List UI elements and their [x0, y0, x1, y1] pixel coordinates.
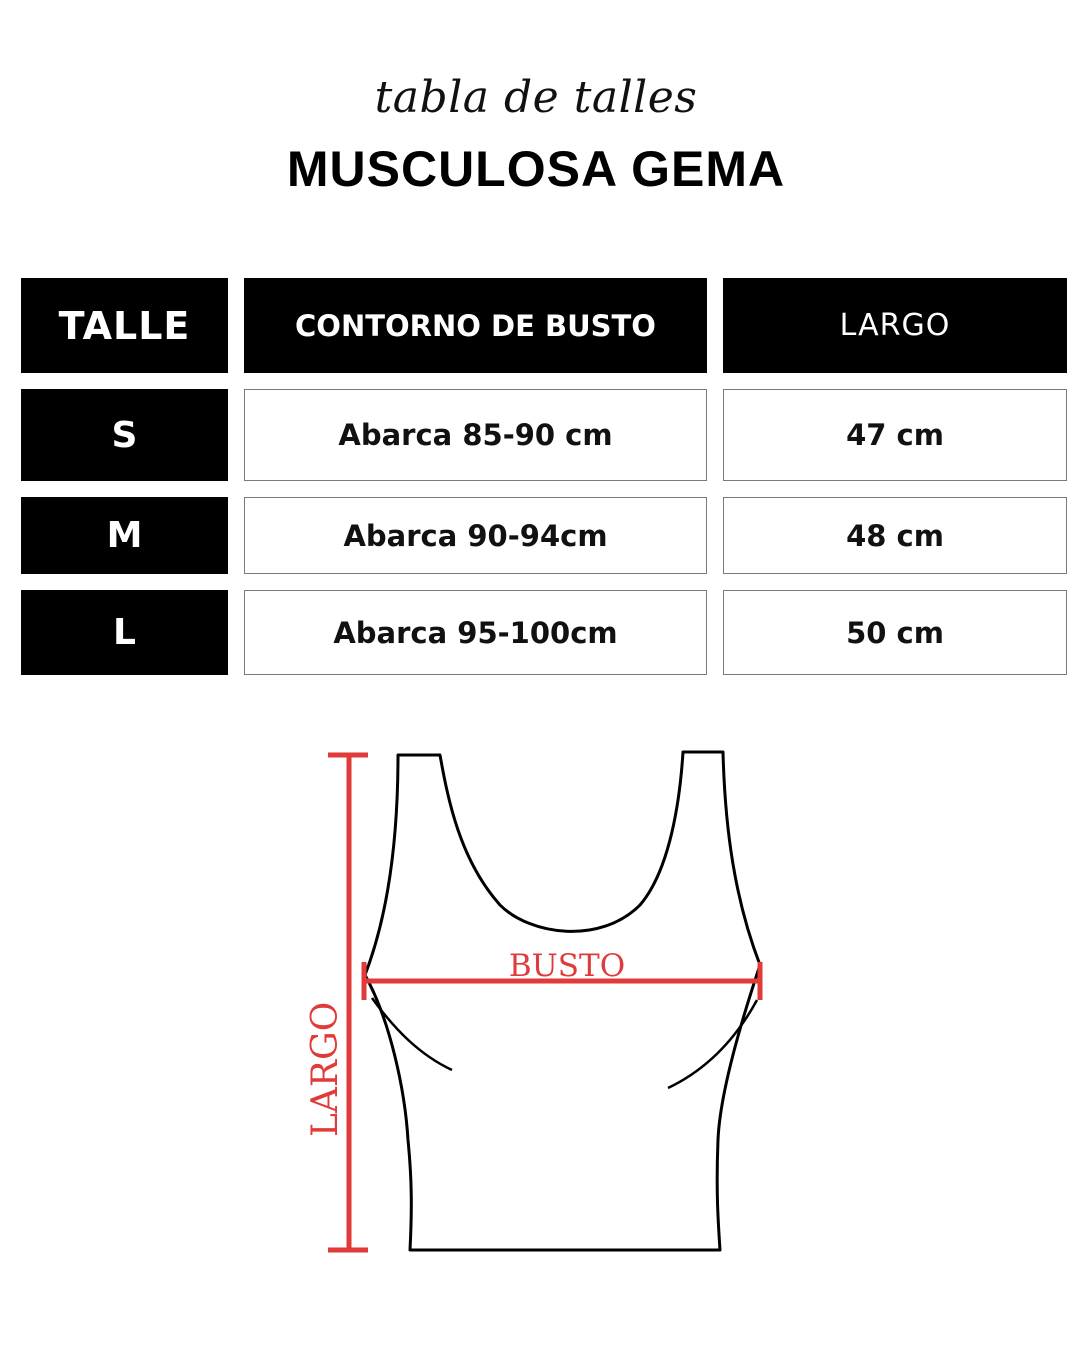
- length-label: LARGO: [305, 1001, 346, 1137]
- size-cell-l: L: [21, 590, 228, 675]
- bust-cell-l: Abarca 95-100cm: [244, 590, 707, 675]
- size-cell-s: S: [21, 389, 228, 481]
- size-cell-m: M: [21, 497, 228, 574]
- length-cell-l: 50 cm: [723, 590, 1067, 675]
- subtitle-script: tabla de talles: [374, 72, 698, 123]
- header-talle: TALLE: [21, 278, 228, 373]
- bust-label: BUSTO: [508, 948, 626, 984]
- page-title: MUSCULOSA GEMA: [286, 141, 786, 197]
- header-contorno-busto: CONTORNO DE BUSTO: [244, 278, 707, 373]
- header-largo: LARGO: [723, 278, 1067, 373]
- length-cell-m: 48 cm: [723, 497, 1067, 574]
- length-cell-s: 47 cm: [723, 389, 1067, 481]
- bust-cell-s: Abarca 85-90 cm: [244, 389, 707, 481]
- bust-cell-m: Abarca 90-94cm: [244, 497, 707, 574]
- tank-top-outline: [365, 752, 760, 1250]
- tank-top-diagram: [290, 740, 780, 1260]
